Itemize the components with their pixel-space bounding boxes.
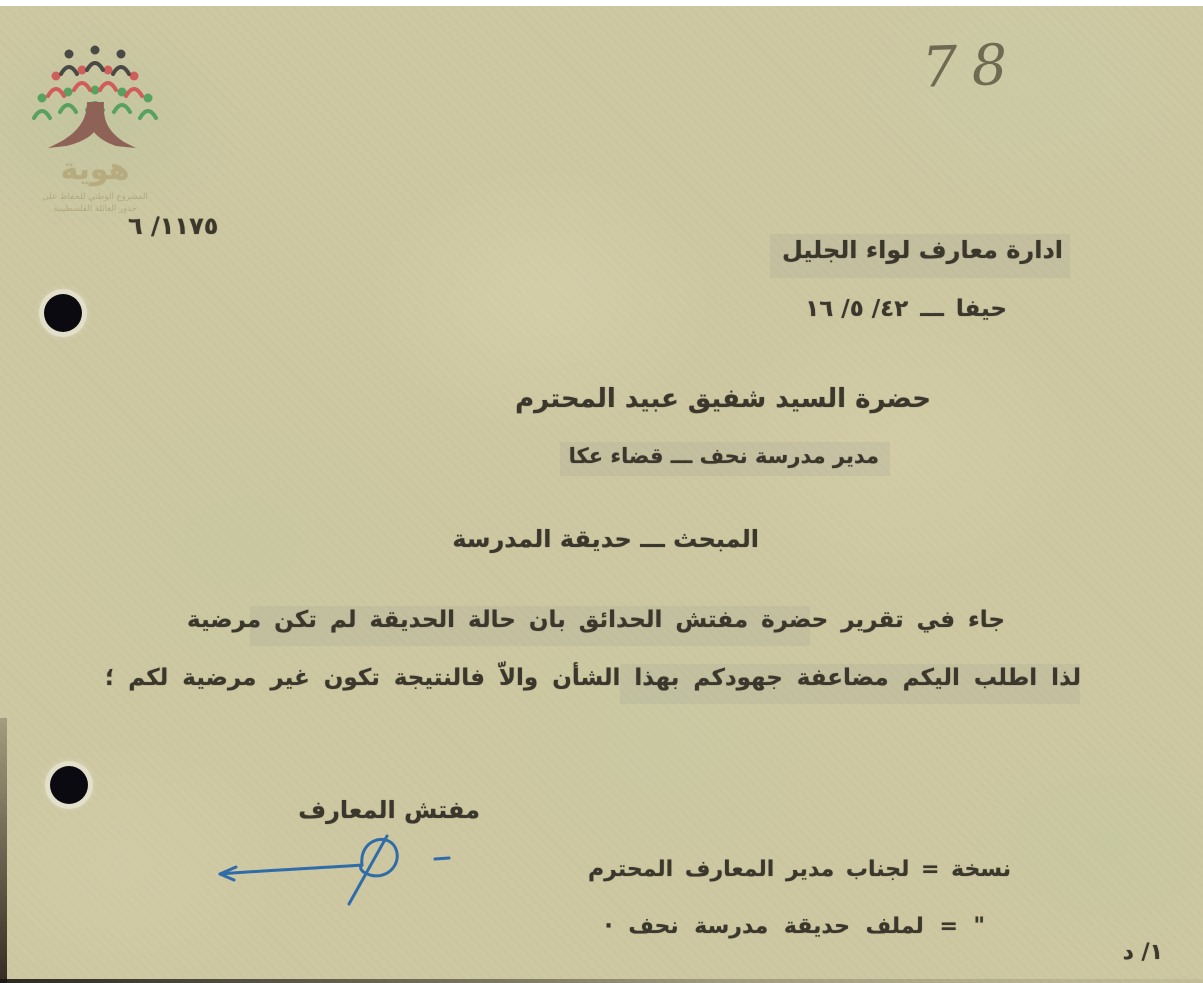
watermark-wordmark: هوية <box>60 152 130 187</box>
archive-watermark <box>20 44 170 216</box>
cc-line-1: نسخة = لجناب مدير المعارف المحترم <box>588 857 1011 882</box>
people-tree-logo-icon <box>20 44 170 152</box>
date-numerals: ٤٢/ ٥/ ١٦ <box>805 296 909 322</box>
date-dash: ـــ <box>920 296 944 322</box>
hole-punch-top <box>44 294 82 332</box>
subject-line: المبحث ـــ حديقة المدرسة <box>452 525 759 553</box>
watermark-tagline: المشروع الوطني للحفاظ على جذور العائلة الفلسطينية <box>42 192 148 215</box>
recipient-role: مدير مدرسة نحف ـــ قضاء عكا <box>568 444 879 468</box>
handwritten-page-number: 78 <box>920 32 1023 101</box>
reference-number: ١١٧٥/ ٦ <box>128 212 219 240</box>
cc-line-2: " = لملف حديقة مدرسة نحف · <box>604 914 985 939</box>
hole-punch-bottom <box>50 766 88 804</box>
signature-title: مفتش المعارف <box>298 796 480 824</box>
place-name: حيفا <box>955 296 1007 322</box>
body-line-2: لذا اطلب اليكم مضاعفة جهودكم بهذا الشأن والاّ فالنتيجة تكون غير مرضية لكم ؛ <box>105 665 1081 691</box>
page-marker: ١/ د <box>1122 940 1163 965</box>
place-date-line <box>805 296 1007 322</box>
paper-sheet <box>0 6 1203 983</box>
recipient-name: حضرة السيد شفيق عبيد المحترم <box>515 384 931 414</box>
handwritten-signature <box>210 822 460 907</box>
letterhead-department: ادارة معارف لواء الجليل <box>781 236 1063 264</box>
body-line-1: جاء في تقرير حضرة مفتش الحدائق بان حالة الحديقة لم تكن مرضية <box>187 607 1005 633</box>
signature-block <box>210 796 480 824</box>
